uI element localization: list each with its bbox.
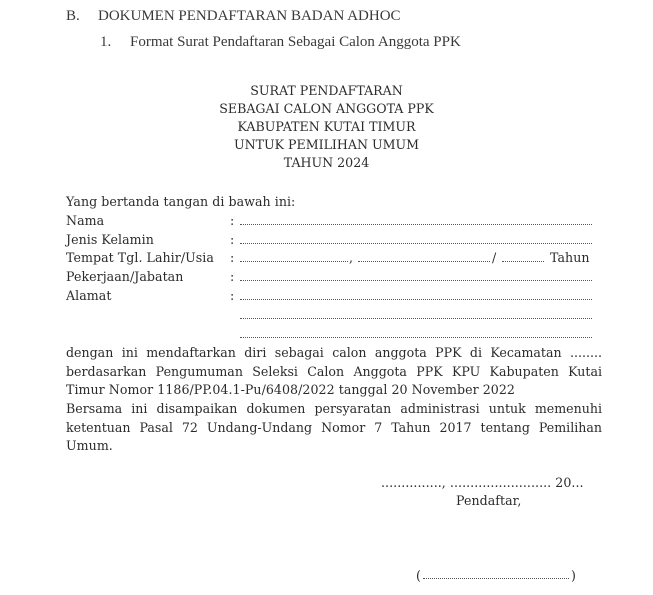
paragraph-line: ketentuan Pasal 72 Undang-Undang Nomor 7 Tahun 2017 tentang Pemilihan [66, 420, 602, 435]
field-colon: : [230, 269, 235, 284]
name-close-paren: ) [571, 568, 576, 583]
paragraph-line: Umum. [66, 438, 113, 453]
subsection-title: Format Surat Pendaftaran Sebagai Calon Anggota PPK [130, 34, 461, 50]
paragraph-line: Bersama ini disampaikan dokumen persyaratan administrasi untuk memenuhi [66, 401, 602, 416]
tanggal-lahir-fill-line[interactable] [358, 259, 490, 262]
section-letter: B. [66, 8, 80, 24]
letter-title-line: KABUPATEN KUTAI TIMUR [237, 119, 416, 134]
section-title: DOKUMEN PENDAFTARAN BADAN ADHOC [98, 8, 401, 24]
subsection-number: 1. [100, 34, 112, 50]
pekerjaan-fill-line[interactable] [240, 278, 592, 281]
letter-title-line: SEBAGAI CALON ANGGOTA PPK [219, 101, 434, 116]
name-open-paren: ( [416, 568, 421, 583]
field-label-nama: Nama [66, 213, 105, 228]
field-label-alamat: Alamat [66, 288, 112, 303]
tempat-lahir-fill-line[interactable] [240, 259, 348, 262]
signer-name-fill-line[interactable] [423, 576, 569, 579]
field-label-pekerjaan: Pekerjaan/Jabatan [66, 269, 184, 284]
jenis-kelamin-fill-line[interactable] [240, 241, 592, 244]
slash-separator: / [492, 250, 497, 265]
tahun-suffix: Tahun [550, 250, 590, 265]
field-label-tempat-tgl-lahir: Tempat Tgl. Lahir/Usia [66, 250, 214, 265]
field-label-jenis-kelamin: Jenis Kelamin [66, 232, 154, 247]
nama-fill-line[interactable] [240, 222, 592, 225]
paragraph-line: Timur Nomor 1186/PP.04.1-Pu/6408/2022 tanggal 20 November 2022 [66, 382, 515, 397]
letter-title-line: SURAT PENDAFTARAN [250, 83, 403, 98]
paragraph-line: dengan ini mendaftarkan diri sebagai calon anggota PPK di Kecamatan ........ [66, 345, 602, 360]
place-date-line[interactable]: ..............., ......................... 20... [381, 475, 584, 490]
field-colon: : [230, 213, 235, 228]
signer-role: Pendaftar, [456, 493, 522, 508]
field-colon: : [230, 250, 235, 265]
alamat-fill-line-2[interactable] [240, 316, 592, 319]
alamat-fill-line-3[interactable] [240, 335, 592, 338]
field-colon: : [230, 288, 235, 303]
intro-text: Yang bertanda tangan di bawah ini: [66, 194, 296, 209]
alamat-fill-line-1[interactable] [240, 297, 592, 300]
usia-fill-line[interactable] [502, 259, 544, 262]
letter-title-line: TAHUN 2024 [283, 155, 370, 170]
field-colon: : [230, 232, 235, 247]
comma-separator: , [349, 250, 354, 265]
letter-title-line: UNTUK PEMILIHAN UMUM [233, 137, 420, 152]
paragraph-line: berdasarkan Pengumuman Seleksi Calon Anggota PPK KPU Kabupaten Kutai [66, 364, 602, 379]
